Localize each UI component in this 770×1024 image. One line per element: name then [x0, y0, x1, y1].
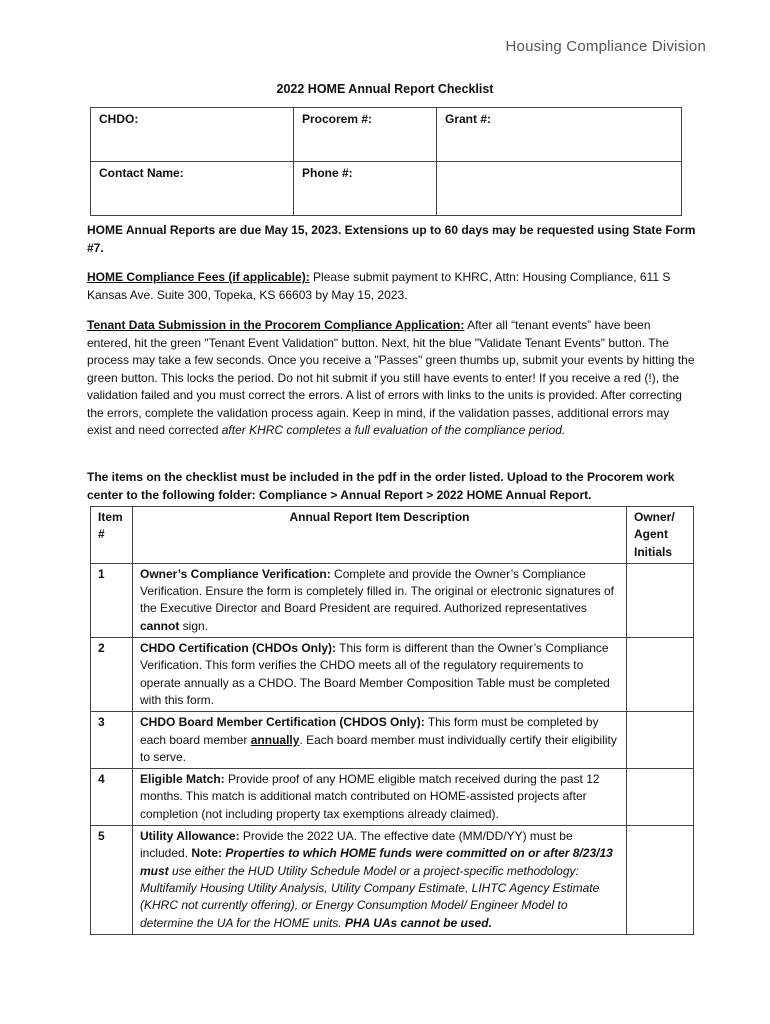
- chdo-field[interactable]: CHDO:: [91, 108, 294, 162]
- item-number: 4: [91, 769, 133, 826]
- owner-initials-cell[interactable]: [627, 712, 694, 769]
- info-table: [90, 107, 682, 216]
- table-row: [91, 712, 694, 769]
- item-number: 2: [91, 638, 133, 712]
- description-header: Annual Report Item Description: [133, 507, 627, 564]
- item-number-header: Item #: [91, 507, 133, 564]
- tenant-paragraph: [87, 317, 697, 440]
- item-description: CHDO Certification (CHDOs Only): This form is different than the Owner’s Compliance Verification. This form verifies the CHDO meets all of the regulatory requirements to operate annually as a CHDO. The Board Member Composition Table must be completed with this form.: [133, 638, 627, 712]
- item-description: Eligible Match: Provide proof of any HOME eligible match received during the past 12 months. This match is additional match contributed on HOME-assisted projects after completion (not including property tax exemptions already claimed).: [133, 769, 627, 826]
- item-description: Utility Allowance: Provide the 2022 UA. The effective date (MM/DD/YY) must be included. Note: Properties to which HOME funds were committed on or after 8/23/13 must use either the HUD Utility Schedule Model or a project-specific methodology: Multifamily Housing Utility Analysis, Utility Company Estimate, LIHTC Agency Estimate (KHRC not currently offering), or Energy Consumption Model/ Engineer Model to determine the UA for the HOME units. PHA UAs cannot be used.: [133, 826, 627, 935]
- tenant-label: Tenant Data Submission in the Procorem Compliance Application:: [87, 318, 465, 332]
- empty-field[interactable]: [437, 162, 682, 216]
- item-description: Owner’s Compliance Verification: Complete and provide the Owner’s Compliance Verification. Ensure the form is completely filled in. The original or electronic signatures of the Executive Director and Board President are required. Authorized representatives cannot sign.: [133, 563, 627, 637]
- item-description: CHDO Board Member Certification (CHDOS Only): This form must be completed by each board member annually. Each board member must individually certify their eligibility to serve.: [133, 712, 627, 769]
- phone-field[interactable]: Phone #:: [294, 162, 437, 216]
- owner-initials-cell[interactable]: [627, 769, 694, 826]
- item-number: 1: [91, 563, 133, 637]
- checklist-table: [90, 506, 694, 935]
- division-name: Housing Compliance Division: [505, 38, 706, 55]
- document-title: 2022 HOME Annual Report Checklist: [276, 82, 494, 96]
- item-number: 5: [91, 826, 133, 935]
- table-row: [91, 769, 694, 826]
- owner-initials-header: Owner/ Agent Initials: [627, 507, 694, 564]
- contact-name-field[interactable]: Contact Name:: [91, 162, 294, 216]
- table-row: [91, 638, 694, 712]
- checklist-header-row: [91, 507, 694, 564]
- procorem-field[interactable]: Procorem #:: [294, 108, 437, 162]
- fees-text: Please submit payment to KHRC, Attn: Housing Compliance, 611 S Kansas Ave. Suite 300, Topeka, KS 66603 by May 15, 2023.: [87, 270, 671, 302]
- owner-initials-cell[interactable]: [627, 826, 694, 935]
- checklist-instructions: The items on the checklist must be included in the pdf in the order listed. Upload to the Procorem work center to the following folder: Compliance > Annual Report > 2022 HOME Annual Report.: [87, 470, 675, 502]
- owner-initials-cell[interactable]: [627, 638, 694, 712]
- owner-initials-cell[interactable]: [627, 563, 694, 637]
- fees-paragraph: [87, 269, 697, 304]
- table-row: [91, 826, 694, 935]
- tenant-italic: after KHRC completes a full evaluation of the compliance period.: [221, 423, 566, 437]
- table-row: [91, 563, 694, 637]
- grant-field[interactable]: Grant #:: [437, 108, 682, 162]
- fees-label: HOME Compliance Fees (if applicable):: [87, 270, 310, 284]
- tenant-text: After all “tenant events” have been entered, hit the green "Tenant Event Validation" button. Next, hit the blue "Validate Tenant Events" button. The process may take a few seconds. Once you receive a "Passes" green thumbs up, submit your events by hitting the green button. This locks the period. Do not hit submit if you still have events to enter! If you receive a red (!), the validation failed and you must correct the errors. A list of errors with links to the units is provided. After correcting the errors, complete the validation process again. Keep in mind, if the validation passes, additional errors may exist and need corrected: [87, 318, 695, 437]
- item-number: 3: [91, 712, 133, 769]
- due-notice: HOME Annual Reports are due May 15, 2023. Extensions up to 60 days may be requested using State Form #7.: [87, 223, 696, 255]
